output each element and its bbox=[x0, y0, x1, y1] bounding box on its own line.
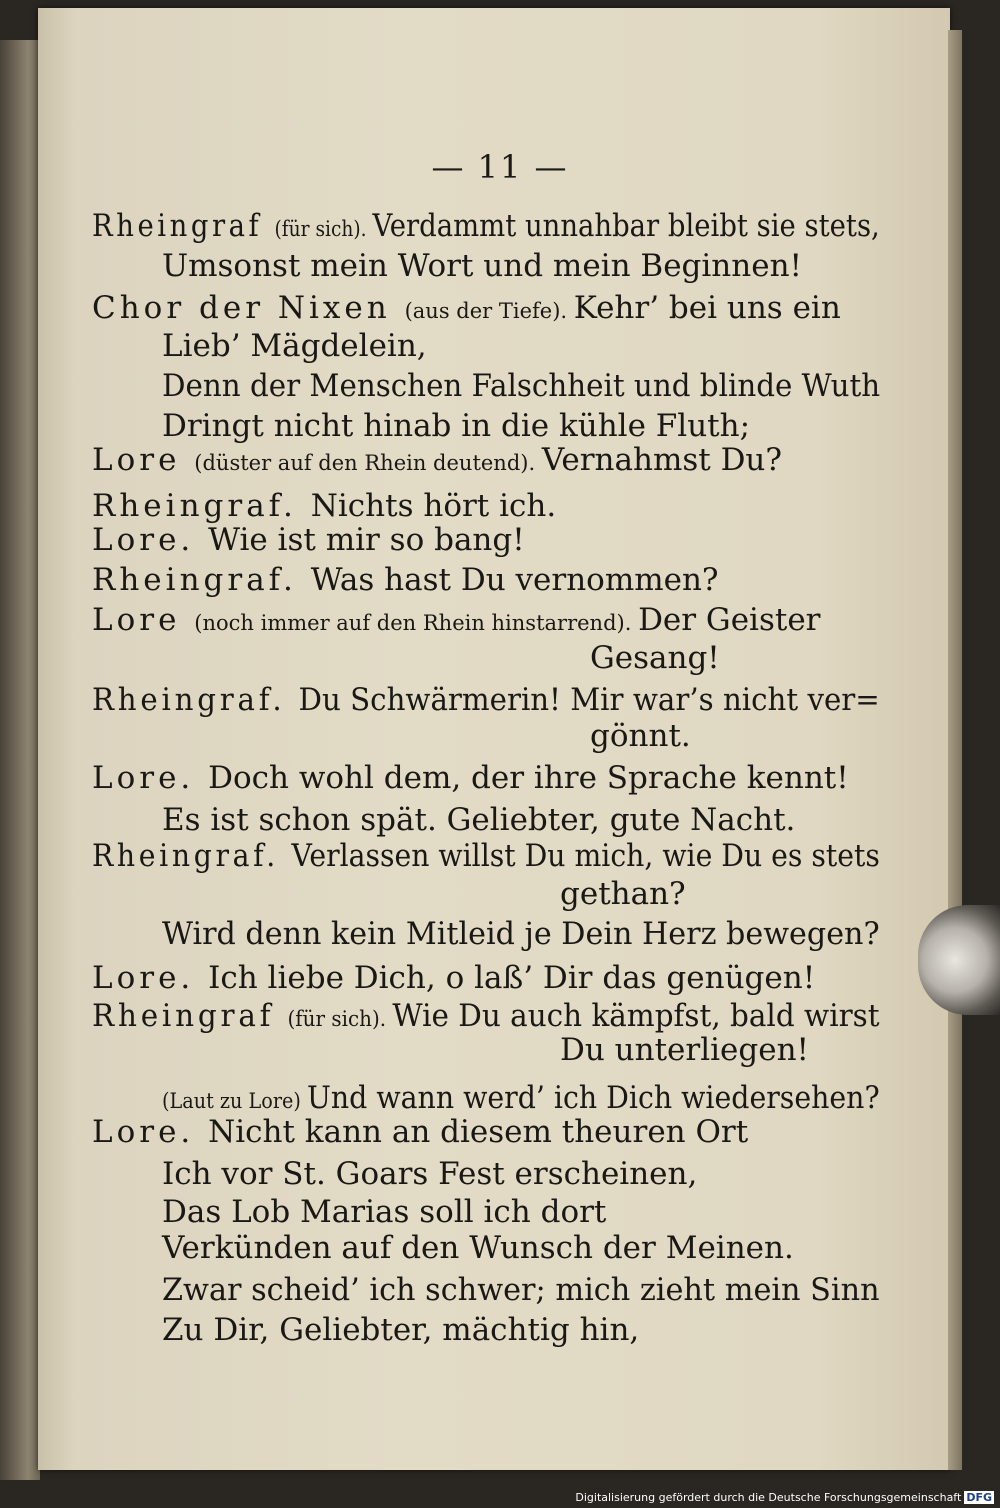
text-line bbox=[162, 248, 802, 284]
verse-text: Zu Dir, Geliebter, mächtig hin, bbox=[162, 1312, 640, 1348]
text-line bbox=[162, 408, 750, 444]
verse-text: Dringt nicht hinab in die kühle Fluth; bbox=[162, 408, 751, 444]
verse-text: Das Lob Marias soll ich dort bbox=[162, 1194, 607, 1230]
stage-direction: (für sich). bbox=[274, 217, 373, 241]
verse-text: Nicht kann an diesem theuren Ort bbox=[208, 1114, 749, 1150]
facing-page-edge bbox=[0, 40, 40, 1480]
text-line bbox=[162, 1230, 794, 1266]
verse-text: Verlassen willst Du mich, wie Du es stets bbox=[291, 838, 880, 874]
text-line bbox=[92, 682, 880, 718]
text-line bbox=[560, 876, 686, 912]
speaker-name: Lore. bbox=[92, 760, 209, 796]
page-number: — 11 — bbox=[431, 148, 569, 186]
speaker-name: Rheingraf bbox=[92, 208, 275, 244]
verse-text: gönnt. bbox=[590, 718, 691, 754]
speaker-name: Chor der Nixen bbox=[92, 290, 405, 326]
text-line bbox=[162, 1312, 639, 1348]
stage-direction: (für sich). bbox=[287, 1007, 393, 1031]
stage-direction: (aus der Tiefe). bbox=[404, 299, 574, 323]
text-line bbox=[590, 718, 691, 754]
verse-text: Verkünden auf den Wunsch der Meinen. bbox=[162, 1230, 794, 1266]
text-line bbox=[162, 1272, 880, 1308]
verse-text: Nichts hört ich. bbox=[310, 488, 557, 524]
text-line bbox=[92, 1114, 748, 1150]
text-line bbox=[162, 916, 880, 952]
text-line bbox=[162, 1156, 697, 1192]
text-line bbox=[92, 838, 880, 874]
text-line bbox=[92, 488, 556, 524]
verse-text: Doch wohl dem, der ihre Sprache kennt! bbox=[208, 760, 849, 796]
verse-text: Umsonst mein Wort und mein Beginnen! bbox=[162, 248, 802, 284]
verse-text: Denn der Menschen Falschheit und blinde Wuth bbox=[162, 368, 881, 404]
text-line bbox=[590, 640, 720, 676]
speaker-name: Lore. bbox=[92, 960, 209, 996]
text-line bbox=[162, 802, 795, 838]
page-stack-edge bbox=[948, 30, 962, 1470]
verse-text: Du unterliegen! bbox=[560, 1032, 810, 1068]
stage-direction: (noch immer auf den Rhein hinstarrend). bbox=[194, 611, 639, 635]
verse-text: Ich vor St. Goars Fest erscheinen, bbox=[162, 1156, 698, 1192]
text-line bbox=[92, 960, 815, 996]
thumb-index-tab bbox=[918, 905, 1000, 1015]
speaker-name: Rheingraf bbox=[92, 998, 288, 1034]
stage-direction: (düster auf den Rhein deutend). bbox=[194, 451, 542, 475]
verse-text: Was hast Du vernommen? bbox=[310, 562, 719, 598]
text-line bbox=[162, 1194, 606, 1230]
text-line bbox=[92, 442, 782, 481]
speaker-name: Lore bbox=[92, 602, 195, 638]
verse-text: Zwar scheid’ ich schwer; mich zieht mein Sinn bbox=[162, 1272, 880, 1308]
verse-text: Es ist schon spät. Geliebter, gute Nacht. bbox=[162, 802, 796, 838]
verse-text: Vernahmst Du? bbox=[541, 442, 783, 478]
speaker-name: Lore bbox=[92, 442, 195, 478]
verse-text: Wird denn kein Mitleid je Dein Herz bewegen? bbox=[162, 916, 880, 952]
verse-text: Du Schwärmerin! Mir war’s nicht ver= bbox=[298, 682, 880, 718]
verse-text: Und wann werd’ ich Dich wiedersehen? bbox=[307, 1080, 880, 1116]
text-line bbox=[92, 522, 525, 558]
speaker-name: Lore. bbox=[92, 522, 209, 558]
text-line bbox=[92, 562, 719, 598]
verse-text: Ich liebe Dich, o laß’ Dir das genügen! bbox=[208, 960, 816, 996]
text-line bbox=[92, 290, 841, 329]
text-line bbox=[92, 760, 849, 796]
text-line bbox=[560, 1032, 809, 1068]
verse-text: Lieb’ Mägdelein, bbox=[162, 328, 427, 364]
speaker-name: Rheingraf. bbox=[92, 682, 299, 718]
dfg-logo: DFG bbox=[966, 1491, 992, 1504]
verse-text: Gesang! bbox=[590, 640, 720, 676]
stage-direction: (Laut zu Lore) bbox=[162, 1089, 308, 1113]
text-line bbox=[92, 602, 821, 641]
text-line bbox=[162, 368, 880, 404]
text-line bbox=[162, 328, 427, 364]
verse-text: gethan? bbox=[560, 876, 686, 912]
verse-text: Der Geister bbox=[638, 602, 821, 638]
credit-text: Digitalisierung gefördert durch die Deutsche Forschungsgemeinschaft bbox=[575, 1491, 962, 1504]
speaker-name: Rheingraf. bbox=[92, 562, 311, 598]
speaker-name: Rheingraf. bbox=[92, 488, 311, 524]
speaker-name: Rheingraf. bbox=[92, 838, 292, 874]
verse-text: Verdammt unnahbar bleibt sie stets, bbox=[372, 208, 880, 244]
text-line bbox=[92, 208, 880, 247]
verse-text: Wie ist mir so bang! bbox=[208, 522, 525, 558]
verse-text: Wie Du auch kämpfst, bald wirst bbox=[392, 998, 880, 1034]
digitization-credit bbox=[575, 1491, 994, 1504]
verse-text: Kehr’ bei uns ein bbox=[573, 290, 841, 326]
speaker-name: Lore. bbox=[92, 1114, 209, 1150]
